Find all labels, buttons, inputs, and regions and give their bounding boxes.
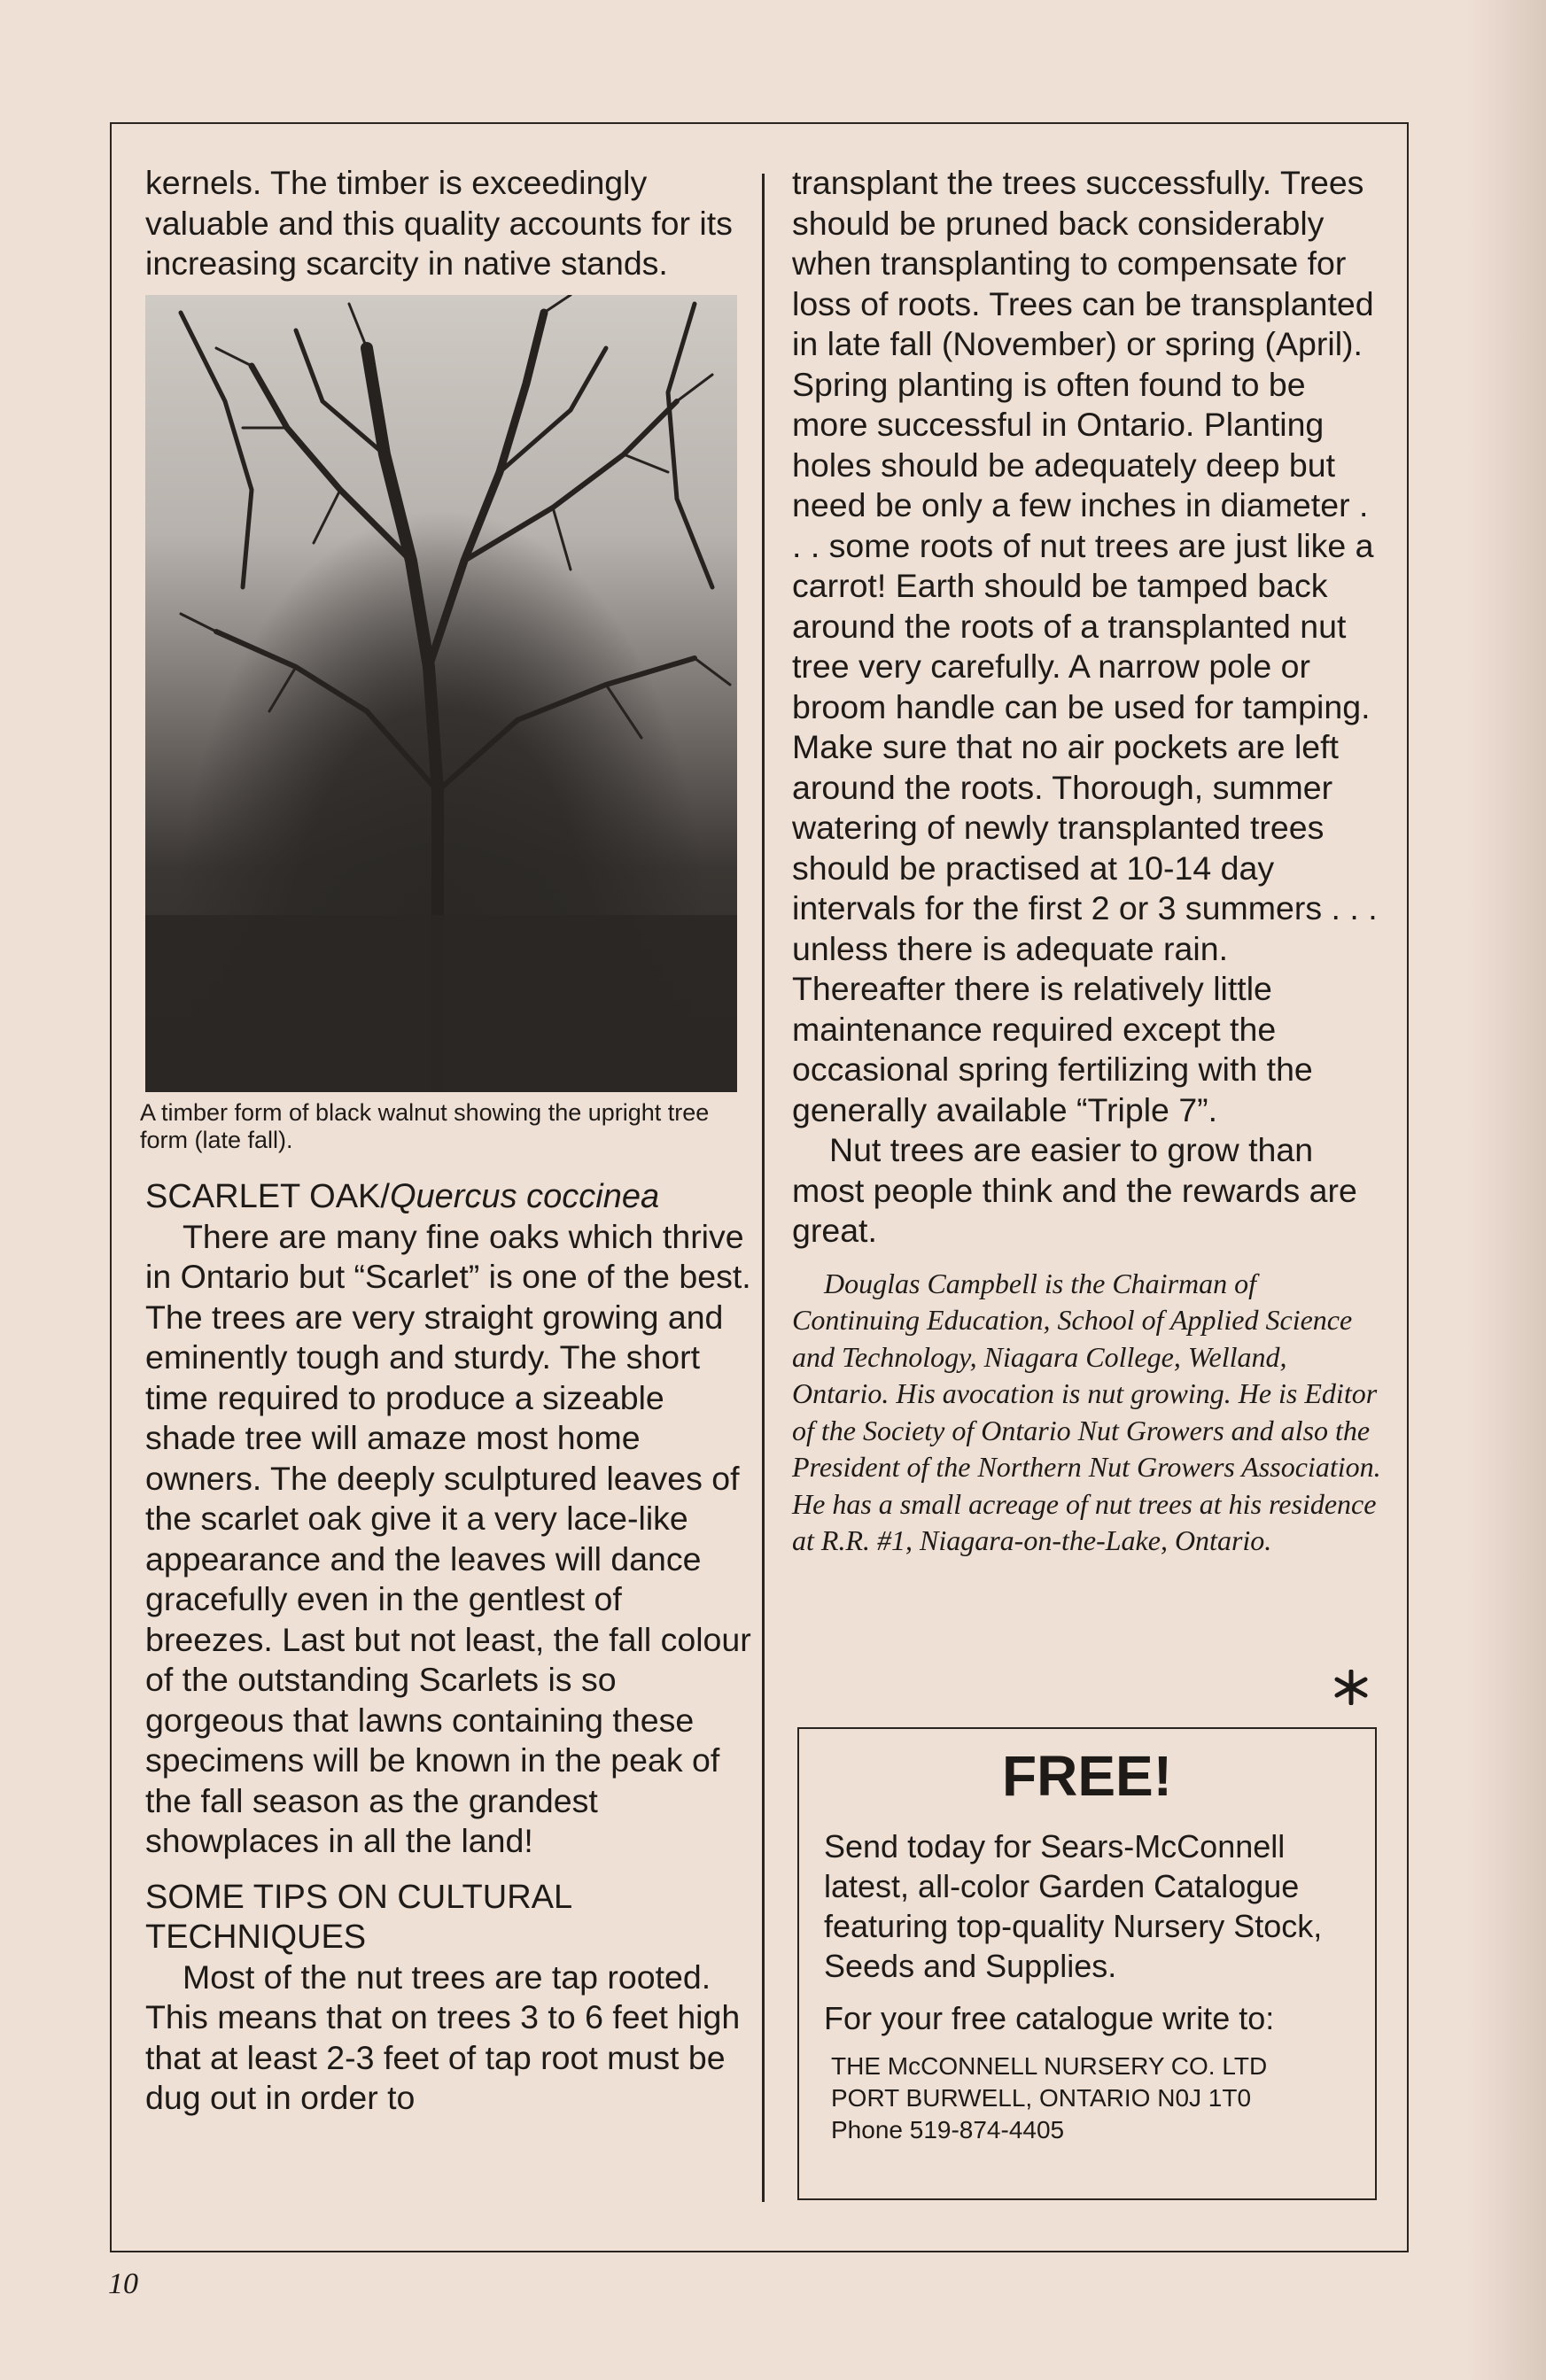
section-heading-tips: SOME TIPS ON CULTURAL TECHNIQUES: [145, 1878, 571, 1956]
bare-tree-illustration: [145, 295, 737, 1092]
intro-paragraph: kernels. The timber is exceedingly valuable and this quality accounts for its increasing scarcity in native stands.: [145, 164, 733, 282]
ad-description: Send today for Sears-McConnell latest, all-color Garden Catalogue featuring top-quality Nursery Stock, Seeds and Supplies.: [824, 1828, 1323, 1984]
transplant-paragraph: transplant the trees successfully. Trees should be pruned back considerably when transplanting to compensate for loss of roots. Trees can be transplanted in late fall (November) or spring (April). Spring planting is often found to be more successful in Ontario. Planting holes should be adequately deep but need be only a few inches in diameter . . . some roots of nut trees are just like a carrot! Earth should be tamped back around the roots of a transplanted nut tree very carefully. A narrow pole or broom handle can be used for tamping. Make sure that no air pockets are left around the roots. Thorough, summer watering of newly transplanted trees should be practised at 10-14 day intervals for the first 2 or 3 summers . . . unless there is adequate rain. Thereafter there is relatively little maintenance required except the occasional spring fertilizing with the generally available “Triple 7”.: [792, 164, 1378, 1128]
page-number: 10: [108, 2268, 138, 2300]
rewards-paragraph: Nut trees are easier to grow than most people think and the rewards are great.: [792, 1131, 1357, 1249]
heading-common-name: SCARLET OAK/: [145, 1177, 390, 1215]
page-edge-shadow: [1466, 0, 1546, 2380]
scarlet-oak-paragraph: There are many fine oaks which thrive in Ontario but “Scarlet” is one of the best. The trees are very straight growing and eminently tough and sturdy. The short time required to produce a sizeable shade tree will amaze most home owners. The deeply sculptured leaves of the scarlet oak give it a very lace-like appearance and the leaves will dance gracefully even in the gentlest of breezes. Last but not least, the fall colour of the outstanding Scarlets is so gorgeous that lawns containing these specimens will be known in the peak of the fall season as the grandest showplaces in all the land!: [145, 1217, 751, 1859]
right-column: [792, 163, 1384, 1560]
ad-address-line1: THE McCONNELL NURSERY CO. LTD: [831, 2052, 1268, 2080]
ad-title: FREE!: [1002, 1744, 1172, 1808]
section-heading-scarlet-oak: [145, 1177, 757, 1217]
photo-caption: A timber form of black walnut showing the upright tree form (late fall).: [140, 1098, 710, 1153]
column-divider: [762, 174, 765, 2202]
catalogue-advertisement: [797, 1727, 1377, 2200]
ad-phone: Phone 519-874-4405: [831, 2116, 1065, 2144]
left-column: [140, 163, 757, 2119]
author-bio: Douglas Campbell is the Chairman of Continuing Education, School of Applied Science and Technology, Niagara College, Welland, Ontario. His avocation is nut growing. He is Editor of the Society of Ontario Nut Growers and also the President of the Northern Nut Growers Association. He has a small acreage of nut trees at his residence at R.R. #1, Niagara-on-the-Lake, Ontario.: [792, 1267, 1381, 1556]
ad-address: [831, 2051, 1350, 2146]
ad-call-to-action: For your free catalogue write to:: [824, 2000, 1275, 2036]
end-mark-star-icon: [1333, 1670, 1369, 1705]
black-walnut-photo: [145, 295, 737, 1092]
tips-paragraph: Most of the nut trees are tap rooted. This means that on trees 3 to 6 feet high that at least 2-3 feet of tap root must be dug out in order to: [145, 1957, 741, 2116]
ad-address-line2: PORT BURWELL, ONTARIO N0J 1T0: [831, 2084, 1252, 2112]
heading-latin-name: Quercus coccinea: [389, 1177, 660, 1215]
